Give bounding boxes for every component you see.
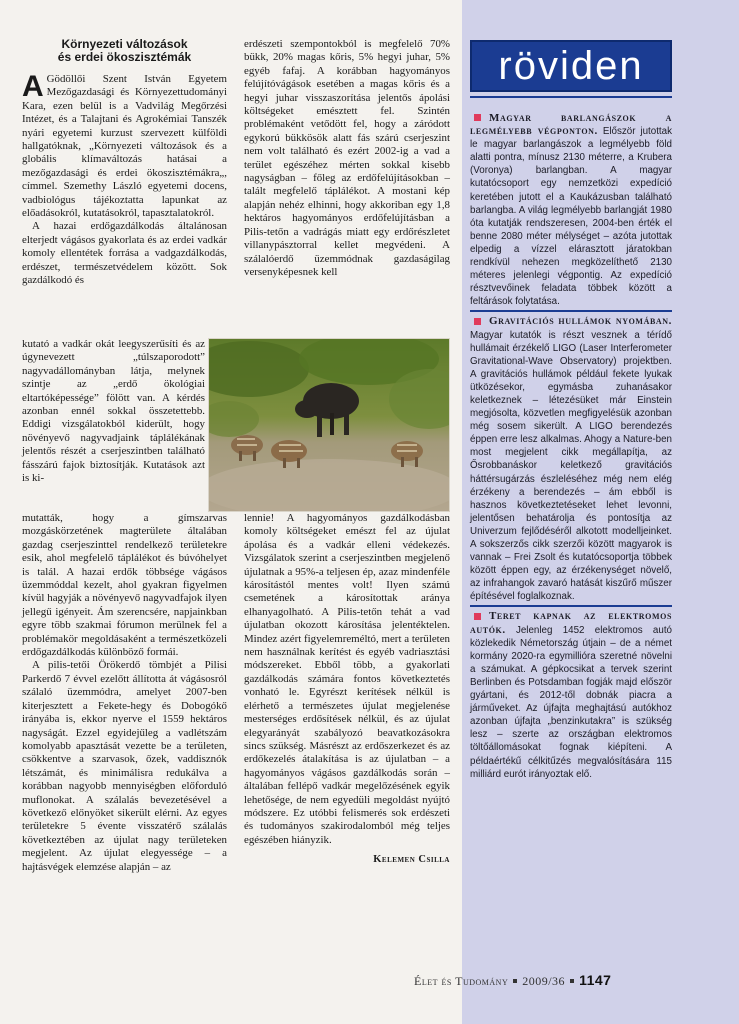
- square-bullet-icon: [474, 318, 481, 325]
- footer-separator: [570, 979, 574, 983]
- article-column-1: [22, 38, 227, 288]
- square-bullet-icon: [474, 613, 481, 620]
- news-item-1-title: Magyar barlangászok a legmélyebb végponton.: [470, 112, 672, 138]
- magazine-name: Élet és Tudomány: [414, 974, 509, 988]
- news-list: [470, 112, 672, 781]
- news-item-3-body: Jelenleg 1452 elektromos autó közlekedik Németország útjain – de a német kormány 2020-ra egymillióra szeretné növelni a számukat. A gépkocsikat a tervek szerint Berlinben és Potsdamban fogják majd először gyártani, és 2012-től dobnák piacra a járműveket. Az újfajta meghajtású autókhoz azonban újfajta „benzinkutakra” is szükség lesz – szerte az országban elektromos töltőállomásokat fognak kiépíteni. A példaértékű célkitűzés megvalósítására 115 milliárd eurót irányoztak elő.: [470, 624, 672, 780]
- sidebar-header-box: [470, 40, 672, 92]
- news-item-3: [470, 610, 672, 780]
- article-column-1-narrow: [22, 338, 205, 485]
- article-column-1-lower: [22, 512, 227, 874]
- heading-line-2: és erdei ökoszisztémák: [57, 50, 192, 64]
- news-divider: [470, 310, 672, 312]
- news-item-2-body: Magyar kutatók is részt vesznek a térídő hullámait érzékelő LIGO (Laser Interferometer Gravitational-Wave Observatory) projektben. A gravitációs hullámok például fekete lyukak ütközésekor, egymásba zuhanásakor keletkeznek – létezésüket már Einstein megjósolta, közvetlen megfigyelésük azonban még sosem sikerült. A LIGO berendezés éppen erre lesz alkalmas. Ahogy a Nature-ben most megjelent cikk megállapítja, az Ősrobbanáskor keletkező gravitációs háttérsugárzás észleléséhez még nem elég érzékeny a berendezés – ám ebből is hasznos következtetéseket lehet levonni, jelentősen behatárolja és pontosítja az Univerzum fejlődéséről alkotott modelljeinket. A sokszerzős cikk szerzői között magyarok is vannak – Frei Zsolt és kutatócsoportja többek között éppen egy, az érzékenységet növelő, az infrahangok zavaró hatását kiszűrő műszer építésével foglalkoznak.: [470, 329, 672, 603]
- news-divider: [470, 605, 672, 607]
- wild-boar-photo: [208, 338, 450, 512]
- news-item-1-body: Először jutottak le magyar barlangászok a legmélyebb föld alatti pontra, mínusz 2130 méterre, a Krubera (Voronya) barlangban. A magyar kutatócsoport egy nemzetközi expedíció keretében jutott el a Kaukázusban található barlangba. A világ legmélyebb barlangját 1980 óta kutatják rendszeresen, 2004-ben érték el benne 2080 méter mélységet – azóta jutottak elpedig a vízzel elárasztott járatokban rendkívül nehezen megközelíthető 2130 méteres jelenlegi végpontig. Az expedíció résztvevőinek feladata többek között a feltárások folytatása.: [470, 126, 672, 308]
- square-bullet-icon: [474, 114, 481, 121]
- paragraph-6: lennie! A hagyományos gazdálkodásban komoly költségeket emészt fel az újulat ápolása és a vadkár elleni védekezés. Vizsgálatok szerint a cserjeszintben megjelenő újulatnak a 95%-a teljesen ép, azaz mindenféle károsítástól mentes volt! Ilyen számú csemetének a károsítottak aránya elhanyagolható. A Pilis-tetőn tehát a vad újulatban okozott károsítása jelentéktelen. Mindez azért figyelemreméltó, mert a területen nem használnak kerítést és egyéb vadriasztási módszereket. Ebből több, a gyakorlati gazdálkodás számára fontos következtetés vonható le. Egyrészt kerítések nélkül is elérhető a természetes újulat megjelenése mesterséges erdősítések nélkül, és az újulat elegyarányát szabályozó beavatkozásokra sincs szükség. Másrészt az erdőszerkezet és az erdőkezelés átalakítása is az újulatban – a hagyományos vágásos gazdálkodás során – általában fellépő vadkár megelőzésének egyik lehetősége, de nem egyedüli megoldást nyújtó módszere. Ez utóbbi felismerés sok erdészeti és tudományos szakirodalomból még teljes egészében hiányzik.: [244, 512, 450, 846]
- drop-cap: A: [22, 70, 44, 103]
- paragraph-intro-text: Gödöllői Szent István Egyetem Mezőgazdasági és Környezettudományi Kara, ezen belül is a Vadvilág Megőrzési Intézet, és a Talajtani és Agrokémiai Tanszék nyári egyetemi kurzust szervezett külföldi hallgatóknak, „Környezeti változások és a globális klímaváltozás hatásai a mezőgazdasági és erdei ökoszisztémákra„, címmel. Szemethy László egyetemi docens, vadbiológus tájékoztatta lapunkat az előadásokról, kutatásokról, tapasztalatokról.: [22, 73, 227, 220]
- news-item-2-title: Gravitációs hullámok nyomában.: [489, 315, 672, 328]
- issue-number: 2009/36: [522, 974, 566, 988]
- article-heading: [22, 38, 227, 64]
- author-name: Kelemen Csilla: [373, 854, 450, 866]
- paragraph-2-continued: kutató a vadkár okát leegyszerűsíti és az úgynevezett „túlszaporodott” nagyvadállományban látja, melynek szintje az „erdő ökológiai eltartóképessége” fölött van. A kérdés azonban ennél sokkal összetettebb. Eddigi vizsgálatokból kiderült, hogy növényevő nagyvadjaink táplálékának jelentős részét a cserjeszintben található fásszárú fajok biztosítják. Kutatások azt is ki-: [22, 338, 205, 485]
- news-item-1: [470, 112, 672, 308]
- footer-separator: [513, 979, 517, 983]
- sidebar-header-title: röviden: [498, 44, 644, 88]
- page-footer: [414, 972, 684, 989]
- page-number: 1147: [579, 972, 612, 988]
- paragraph-2: A hazai erdőgazdálkodás általánosan elterjedt vágásos gyakorlata és az erdei vadkár komoly ellentétek forrása a vadgazdálkodás, erdészet, természetvédelem között. Sok gazdálkodó és: [22, 220, 227, 287]
- paragraph-5: erdészeti szempontokból is megfelelő 70% bükk, 20% magas kőris, 5% hegyi juhar, 5% egyéb fafaj. A korábban hagyományos felújítóvágások esetében a magas kőris és a hegyi juhar visszaszorítása jelentős ápolási költségeket emésztett fel. Szintén problémaként vetődött fel, hogy a záródott egykorú bükkösök alatt fás szárú cserjeszint nem volt található és ezért 2002-ig a vad a terület egészéhez mérten sokkal kisebb nagyságban – főleg az erdőfelújításokban – talált megfelelő táplálékot. A mostani kép alapján nehéz elhinni, hogy akkoriban egy 1,8 hektáros hagyományos erdőfelújításban a Pilis-tetőn a vadrágás miatt egy erdőrészletet villanypásztorral kellet megvédeni. A szálalóerdő üzemmódnak gazdaságilag versenyképesnek kell: [244, 38, 450, 278]
- paragraph-intro: [22, 70, 227, 220]
- article-column-2-lower: [244, 512, 450, 867]
- paragraph-3: mutatták, hogy a gímszarvas mozgáskörzetének magterülete általában gazdag cserjeszinttel rendelkező területekre esik, ahol megfelelő táplálékot és búvóhelyet is talál. A hazai erdők többsége vágásos üzemmóddal kezelt, ahol gyakran figyelmen kívül hagyják a növényevő nagyvadfajok ilyen jellegű igényeit. Ám szerencsére, napjainkban egyre több szakmai fórumon merülnek fel a problémakör megoldásaként a természetközeli erdőgazdálkodás különböző formái.: [22, 512, 227, 659]
- news-item-3-title: Teret kapnak az elektromos autók.: [470, 610, 672, 636]
- paragraph-4: A pilis-tetői Örökerdő tömbjét a Pilisi Parkerdő 7 évvel ezelőtt állította át vágásosról szálaló üzemmódra, amelyet 2007-ben kiterjesztett a Fekete-hegy és Dobogókő irányába is, ekkor nyerve el 1559 hektáros nagyságát. Ezzel egyidejűleg a vadlétszám komolyabb apasztását vezette be a területen, csökkentve a szarvasok, őzek, vaddisznók létszámát, és minimálisra redukálva a korábban nagyobb mennyiségben előforduló muflonokat. A szálalás bevezetésével a következő előnyöket sikerült elérni. Az egyes területekre 5 évente visszatérő szálalás következtében az újulat nagy területeken megjelent. Az újulat elegyessége – a hajtásvégek elemzése alapján – az: [22, 659, 227, 873]
- sidebar-header-rule: [470, 96, 672, 98]
- news-item-2: [470, 315, 672, 603]
- photo-illustration: [209, 339, 449, 511]
- heading-line-1: Környezeti változások: [61, 37, 188, 51]
- article-column-2: [244, 38, 450, 279]
